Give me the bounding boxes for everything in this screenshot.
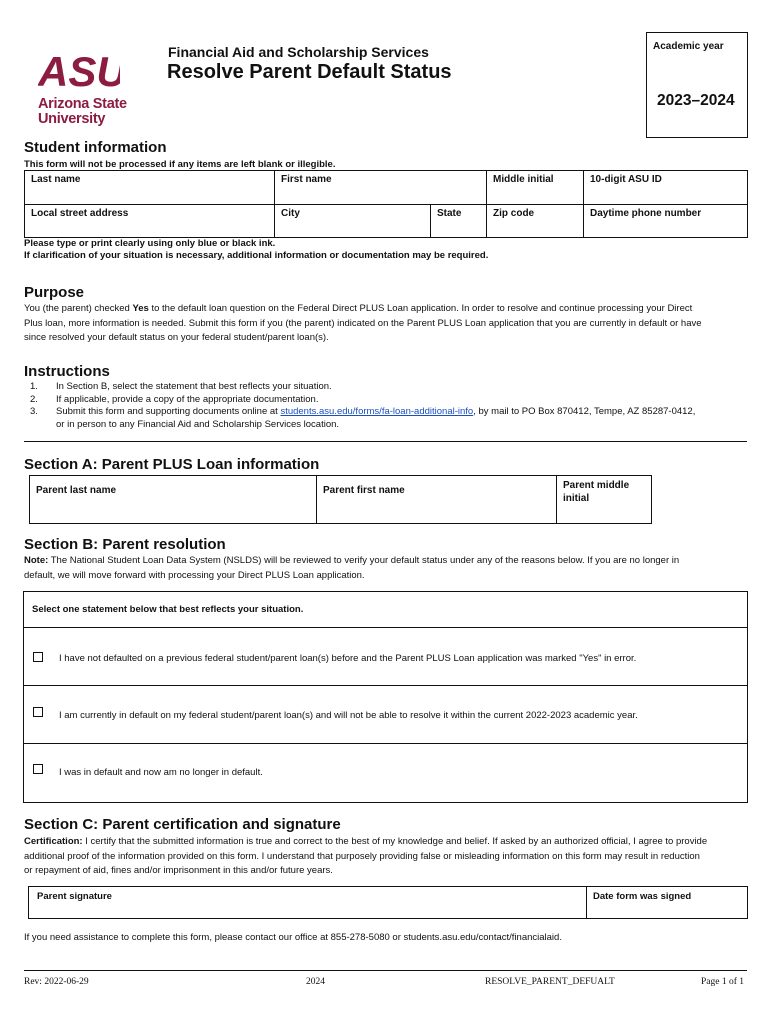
- certification-line1: I certify that the submitted information is true and correct to the best of my knowledge and belief. If asked by an authorized official, I agree to provide: [82, 836, 708, 847]
- resolution-prompt: Select one statement below that best reflects your situation.: [32, 604, 304, 615]
- note-line2: default, we will move forward with processing your Direct PLUS Loan application.: [24, 569, 365, 581]
- option-2-label: I am currently in default on my federal student/parent loan(s) and will not be able to resolve it within the current 2022-2023 academic year.: [59, 710, 638, 721]
- parent-last-name-field[interactable]: [30, 476, 317, 524]
- list-item: [30, 406, 695, 419]
- middle-initial-field[interactable]: [487, 171, 584, 205]
- list-text: If applicable, provide a copy of the appropriate documentation.: [56, 393, 319, 405]
- list-text: or in person to any Financial Aid and Scholarship Services location.: [56, 418, 340, 430]
- certification-line3: or repayment of aid, fines and/or imprisonment in this and/or future years.: [24, 865, 333, 876]
- purpose-heading: Purpose: [24, 284, 85, 301]
- student-info-table: [24, 170, 748, 238]
- list-item: [30, 394, 695, 407]
- section-divider: [24, 441, 747, 442]
- purpose-yes: Yes: [132, 303, 149, 314]
- academic-year-label: Academic year: [653, 41, 724, 52]
- state-field[interactable]: [431, 205, 487, 238]
- city-field[interactable]: [275, 205, 431, 238]
- middle-initial-label: Middle initial: [493, 174, 554, 185]
- parent-middle-label: Parent middle: [563, 480, 630, 491]
- zip-code-field[interactable]: [487, 205, 584, 238]
- list-text: In Section B, select the statement that best reflects your situation.: [56, 381, 332, 392]
- option-1-checkbox[interactable]: [33, 652, 43, 662]
- parent-initial-label: initial: [563, 493, 590, 504]
- list-item: [30, 419, 695, 432]
- purpose-text-line2: Plus loan, more information is needed. Submit this form if you (the parent) indicated on the Parent PLUS Loan application that you are currently in default or have: [24, 317, 702, 329]
- forms-link[interactable]: students.asu.edu/forms/fa-loan-additional-info: [280, 406, 474, 417]
- clarification-note: If clarification of your situation is necessary, additional information or documentation may be required.: [24, 250, 489, 261]
- section-b-heading: Section B: Parent resolution: [24, 536, 226, 553]
- note-line1: The National Student Loan Data System (NSLDS) will be reviewed to verify your default status under any of the reasons below. If you are no longer in: [48, 555, 680, 566]
- asu-logo: [38, 52, 138, 127]
- street-address-label: Local street address: [31, 208, 129, 219]
- purpose-text-line3: since resolved your default status on your federal student/parent loan(s).: [24, 332, 329, 343]
- phone-field[interactable]: [584, 205, 748, 238]
- row-divider: [24, 743, 747, 744]
- purpose-text-line1: to the default loan question on the Federal Direct PLUS Loan application. In order to resolve and continue processing your Direct: [148, 303, 693, 314]
- parent-signature-label: Parent signature: [37, 891, 112, 902]
- parent-last-name-label: Parent last name: [36, 485, 117, 496]
- list-text: Submit this form and supporting documents online at: [56, 406, 281, 417]
- section-a-heading: Section A: Parent PLUS Loan information: [24, 456, 320, 473]
- section-c-heading: Section C: Parent certification and signature: [24, 816, 341, 833]
- phone-label: Daytime phone number: [590, 208, 702, 219]
- footer-year: 2024: [306, 977, 325, 987]
- academic-year-box: [646, 32, 748, 138]
- option-3-label: I was in default and now am no longer in default.: [59, 767, 263, 778]
- list-number: 2.: [30, 393, 38, 405]
- first-name-field[interactable]: [275, 171, 487, 205]
- asu-logo-mark: [38, 52, 120, 88]
- first-name-label: First name: [281, 174, 332, 185]
- asu-id-field[interactable]: [584, 171, 748, 205]
- row-divider: [24, 627, 747, 628]
- instructions-heading: Instructions: [24, 363, 110, 380]
- asu-id-label: 10-digit ASU ID: [590, 174, 662, 185]
- option-3-checkbox[interactable]: [33, 764, 43, 774]
- last-name-label: Last name: [31, 174, 81, 185]
- resolution-options-box: [23, 591, 748, 803]
- instructions-list: [30, 381, 695, 431]
- form-title: Resolve Parent Default Status: [167, 61, 452, 83]
- ink-note: Please type or print clearly using only blue or black ink.: [24, 238, 276, 249]
- university-name-line2: University: [38, 111, 106, 127]
- parent-info-table: [29, 475, 652, 524]
- city-label: City: [281, 208, 300, 219]
- date-signed-label: Date form was signed: [593, 891, 692, 902]
- footer-divider: [24, 970, 747, 971]
- office-name: Financial Aid and Scholarship Services: [168, 44, 429, 60]
- page-number: Page 1 of 1: [701, 977, 745, 987]
- parent-middle-initial-field[interactable]: [557, 476, 652, 524]
- certification-label: Certification:: [24, 836, 83, 847]
- list-number: 1.: [30, 381, 38, 392]
- section-b-note: [24, 554, 754, 583]
- student-info-heading: Student information: [24, 139, 167, 156]
- option-1-label: I have not defaulted on a previous federal student/parent loan(s) before and the Parent PLUS Loan application was marked "Yes" in error.: [59, 653, 637, 664]
- row-divider: [24, 685, 747, 686]
- asu-logo-letters: ASU: [38, 52, 120, 88]
- list-number: 3.: [30, 406, 38, 417]
- certification-text: [24, 835, 754, 879]
- parent-first-name-label: Parent first name: [323, 485, 405, 496]
- street-address-field[interactable]: [25, 205, 275, 238]
- parent-signature-field[interactable]: [29, 887, 586, 918]
- certification-line2: additional proof of the information provided on this form. I understand that purposely providing false or misleading information on this form may result in reduction: [24, 850, 700, 862]
- last-name-field[interactable]: [25, 171, 275, 205]
- zip-code-label: Zip code: [493, 208, 535, 219]
- state-label: State: [437, 208, 462, 219]
- assistance-text: If you need assistance to complete this form, please contact our office at 855-278-5080 or students.asu.edu/contact/financialaid.: [24, 932, 562, 943]
- purpose-text-start: You (the parent) checked: [24, 303, 133, 314]
- university-name-line1: Arizona State: [38, 96, 127, 112]
- academic-year-value: 2023–2024: [657, 92, 735, 109]
- revision-date: Rev: 2022-06-29: [24, 977, 89, 987]
- list-text: , by mail to PO Box 870412, Tempe, AZ 85287-0412,: [473, 406, 696, 417]
- parent-first-name-field[interactable]: [317, 476, 557, 524]
- student-notice: This form will not be processed if any items are left blank or illegible.: [24, 159, 336, 170]
- signature-box: [28, 886, 748, 919]
- date-signed-field[interactable]: [587, 887, 747, 918]
- list-item: [30, 381, 695, 394]
- option-2-checkbox[interactable]: [33, 707, 43, 717]
- form-code: RESOLVE_PARENT_DEFUALT: [485, 977, 615, 987]
- purpose-text: [24, 302, 754, 346]
- note-label: Note:: [24, 555, 49, 566]
